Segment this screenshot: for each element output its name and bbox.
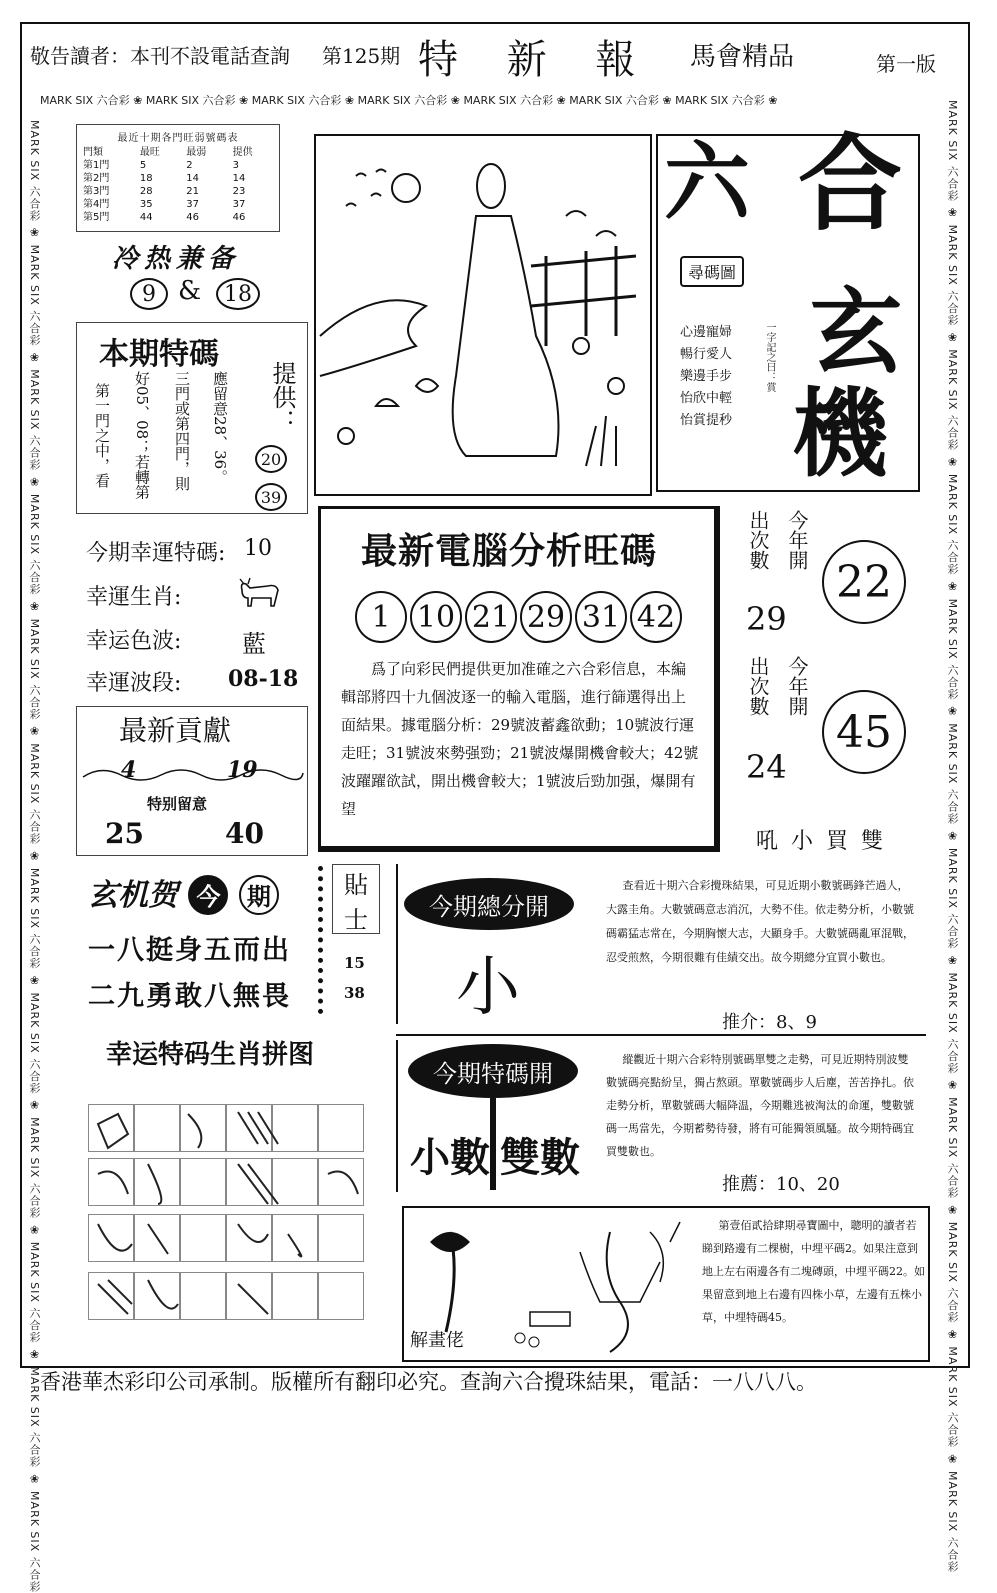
liuhe-poem: 心邊寵婦 暢行愛人 樂邊手步 怡欣中輕 怡賞提秒 xyxy=(680,325,733,428)
ball: 10 xyxy=(410,591,462,643)
contribution-d: 40 xyxy=(225,817,264,850)
total-badge: 今期總分開 xyxy=(404,878,574,930)
xuanji-line-2: 二九勇敢八無畏 xyxy=(88,981,291,1012)
contribution-title: 最新貢獻 xyxy=(119,714,232,747)
notice: 敬告讀者：本刊不設電話查詢 xyxy=(30,44,290,68)
special-open-badge: 今期特碼開 xyxy=(408,1044,578,1098)
table-row: 第5門 44 46 46 xyxy=(83,212,246,223)
tip-box: 貼 士 xyxy=(332,864,380,934)
riddle-box xyxy=(402,1206,930,1362)
stats-table xyxy=(79,146,275,224)
special-col-2: 好05、08；若轉第 xyxy=(133,371,151,500)
special-open-big-1: 小數 xyxy=(410,1134,490,1181)
special-col-4: 應留意28、36。 xyxy=(211,371,229,485)
lucky-color-value: 藍 xyxy=(242,630,266,658)
table-row: 第2門 18 14 14 xyxy=(83,173,246,184)
total-big: 小 xyxy=(456,951,520,1025)
special-ball-1: 20 xyxy=(255,445,287,473)
special-open-stem xyxy=(490,1098,496,1190)
open-count-2: 24 xyxy=(746,748,787,786)
edition: 第一版 xyxy=(876,52,936,76)
special-ball-2: 39 xyxy=(255,483,287,511)
lucky-color-label: 幸运色波: xyxy=(86,629,182,654)
stats-table-box xyxy=(76,124,280,232)
contribution-a: 4 xyxy=(121,757,137,783)
xuanji-line-1: 一八挺身五而出 xyxy=(88,935,291,966)
hot-cold-title: 冷热兼备 xyxy=(112,244,241,274)
liuhe-seal: 尋碼圖 xyxy=(680,256,744,287)
ball: 31 xyxy=(575,591,627,643)
open-label-1: 出次數 今年開 xyxy=(746,510,809,570)
brand: 馬會精品 xyxy=(690,42,795,72)
wave-decoration xyxy=(81,755,305,795)
liuhe-box xyxy=(656,122,920,492)
top-strip: MARK SIX 六合彩 ❀ MARK SIX 六合彩 ❀ MARK SIX 六合彩 ❀ MARK SIX 六合彩 ❀ MARK SIX 六合彩 ❀ MARK SIX 六合彩 ❀ MARK SIX 六合彩 ❀ xyxy=(40,94,778,107)
ball: 29 xyxy=(520,591,572,643)
table-header-row: 門類 最旺 最弱 提供 xyxy=(83,147,253,158)
xuanji-seal-1: 今 xyxy=(188,875,228,915)
left-strip: MARK SIX 六合彩 ❀ MARK SIX 六合彩 ❀ MARK SIX 六合彩 ❀ MARK SIX 六合彩 ❀ MARK SIX 六合彩 ❀ MARK SIX 六合彩 ❀ MARK SIX 六合彩 ❀ MARK SIX 六合彩 ❀ MARK SIX 六合彩 ❀ MARK SIX 六合彩 ❀ MARK SIX 六合彩 ❀ MARK SIX 六合彩 xyxy=(28,120,41,1593)
contribution-note: 特别留意 xyxy=(147,795,208,813)
liuhe-big-1: 六 xyxy=(664,132,750,233)
table-row: 第4門 35 37 37 xyxy=(83,199,246,210)
liuhe-big-4: 機 xyxy=(792,377,888,490)
stats-table-title: 最近十期各門旺弱號碼表 xyxy=(117,133,239,144)
liuhe-big-3: 玄 xyxy=(810,278,903,386)
computer-text: 爲了向彩民們提供更加准確之六合彩信息，本編輯部將四十九個波逐一的輸入電腦，進行篩選得出上面結果。據電腦分析：29號波蓄鑫欲動；10號波行運走旺；31號波來勢强勁；21號波爆開機會較大；42號波躍躍欲試，開出機會較大；1號波后勁加强，爆開有望 xyxy=(341,660,699,818)
special-col-3: 三門或第四門，則 xyxy=(173,371,191,491)
ball: 1 xyxy=(355,591,407,643)
tip-number-1: 15 xyxy=(344,954,365,972)
liuhe-big-2: 合 xyxy=(798,122,903,245)
zodiac-puzzle-title: 幸运特码生肖拼图 xyxy=(106,1040,315,1070)
total-bottom-line xyxy=(396,1034,926,1036)
liuhe-side: 一字記之曰：賞 xyxy=(764,322,775,392)
tip-number-2: 38 xyxy=(344,984,365,1002)
lucky-range-value: 08-18 xyxy=(228,666,299,692)
ball: 21 xyxy=(465,591,517,643)
total-rec: 推介：8、9 xyxy=(722,1012,817,1033)
special-open-divider xyxy=(396,1040,398,1192)
hot-cold-amp: & xyxy=(178,276,202,306)
footer-text: 香港華杰彩印公司承制。版權所有翻印必究。查詢六合攪珠結果，電話：一八八八。 xyxy=(40,1370,817,1394)
dotted-divider xyxy=(318,866,323,1014)
paper-title: 特 新 報 xyxy=(418,37,654,83)
hot-cold-ball-a: 9 xyxy=(130,278,168,310)
open-count-1: 29 xyxy=(746,600,787,638)
issue-number: 第125期 xyxy=(322,44,401,68)
riddle-label: 解畫佬 xyxy=(410,1330,464,1351)
ball-45: 45 xyxy=(822,690,906,774)
special-code-box xyxy=(76,322,308,514)
zodiac-puzzle-grid xyxy=(88,1104,368,1328)
lucky-range-label: 幸運波段: xyxy=(86,671,182,696)
lucky-number-label: 今期幸運特碼: xyxy=(86,541,226,566)
puzzle-fragments xyxy=(88,1104,368,1328)
computer-balls xyxy=(355,591,682,643)
right-strip: MARK SIX 六合彩 ❀ MARK SIX 六合彩 ❀ MARK SIX 六合彩 ❀ MARK SIX 六合彩 ❀ MARK SIX 六合彩 ❀ MARK SIX 六合彩 ❀ MARK SIX 六合彩 ❀ MARK SIX 六合彩 ❀ MARK SIX 六合彩 ❀ MARK SIX 六合彩 ❀ MARK SIX 六合彩 ❀ MARK SIX 六合彩 xyxy=(946,100,959,1573)
table-row: 第1門 5 2 3 xyxy=(83,160,239,171)
lucky-zodiac-label: 幸運生肖: xyxy=(86,585,182,610)
computer-box xyxy=(318,506,720,852)
shout-text: 吼 小 買 雙 xyxy=(756,829,886,854)
contribution-c: 25 xyxy=(105,817,144,850)
special-code-title: 本期特碼 xyxy=(99,337,219,372)
xuanji-title: 玄机贺 今 期 xyxy=(88,870,279,915)
open-label-2: 出次數 今年開 xyxy=(746,656,809,716)
total-divider xyxy=(396,864,398,1024)
xuanji-seal-2: 期 xyxy=(239,875,279,915)
special-open-text: 縱觀近十期六合彩特別號碼單雙之走勢，可見近期特別波雙數號碼亮點紛呈，獨占熬頭。單數號碼步人后塵，苦苦挣扎。依走勢分析，單數號碼大幅降温，今期難逃被淘汰的命運，雙數號碼一馬當先，今期蓄勢待發，將有可能獨領風騷。故今期特碼宜買雙數也。 xyxy=(606,1053,914,1158)
special-tigong: 提供： xyxy=(268,361,296,433)
lucky-number-value: 10 xyxy=(244,536,272,561)
contribution-box xyxy=(76,706,308,856)
total-text: 查看近十期六合彩攪珠結果，可見近期小數號碼鋒芒過人，大露圭角。大數號碼意志消沉，大勢不佳。依走勢分析，小數號碼霸猛志常在，今期胸懷大志，大顯身手。大數號碼亂軍混戰，忍受煎熬，今期很難有佳績交出。故今期總分宜買小數也。 xyxy=(606,879,914,964)
special-open-rec: 推薦：10、20 xyxy=(722,1174,840,1195)
ox-icon xyxy=(236,576,282,610)
ball-22: 22 xyxy=(822,540,906,624)
ball: 42 xyxy=(630,591,682,643)
table-row: 第3門 28 21 23 xyxy=(83,186,246,197)
contribution-b: 19 xyxy=(227,757,258,783)
computer-title: 最新電腦分析旺碼 xyxy=(361,530,658,572)
hot-cold-ball-b: 18 xyxy=(216,278,260,310)
illustration-box xyxy=(314,134,652,496)
riddle-text: 第壹佰貳拾肆期尋寶圖中，聰明的讀者若睇到路邊有二棵樹，中埋平碼2。如果注意到地上左右兩邊各有二塊磚頭，中埋平碼22。如果留意到地上右邊有四株小草，左邊有五株小草，中埋特碼45。 xyxy=(702,1219,925,1324)
special-col-1: 第一門之中，看 xyxy=(93,383,111,488)
special-open-big-2: 雙數 xyxy=(500,1134,580,1181)
lady-illustration xyxy=(316,136,650,494)
